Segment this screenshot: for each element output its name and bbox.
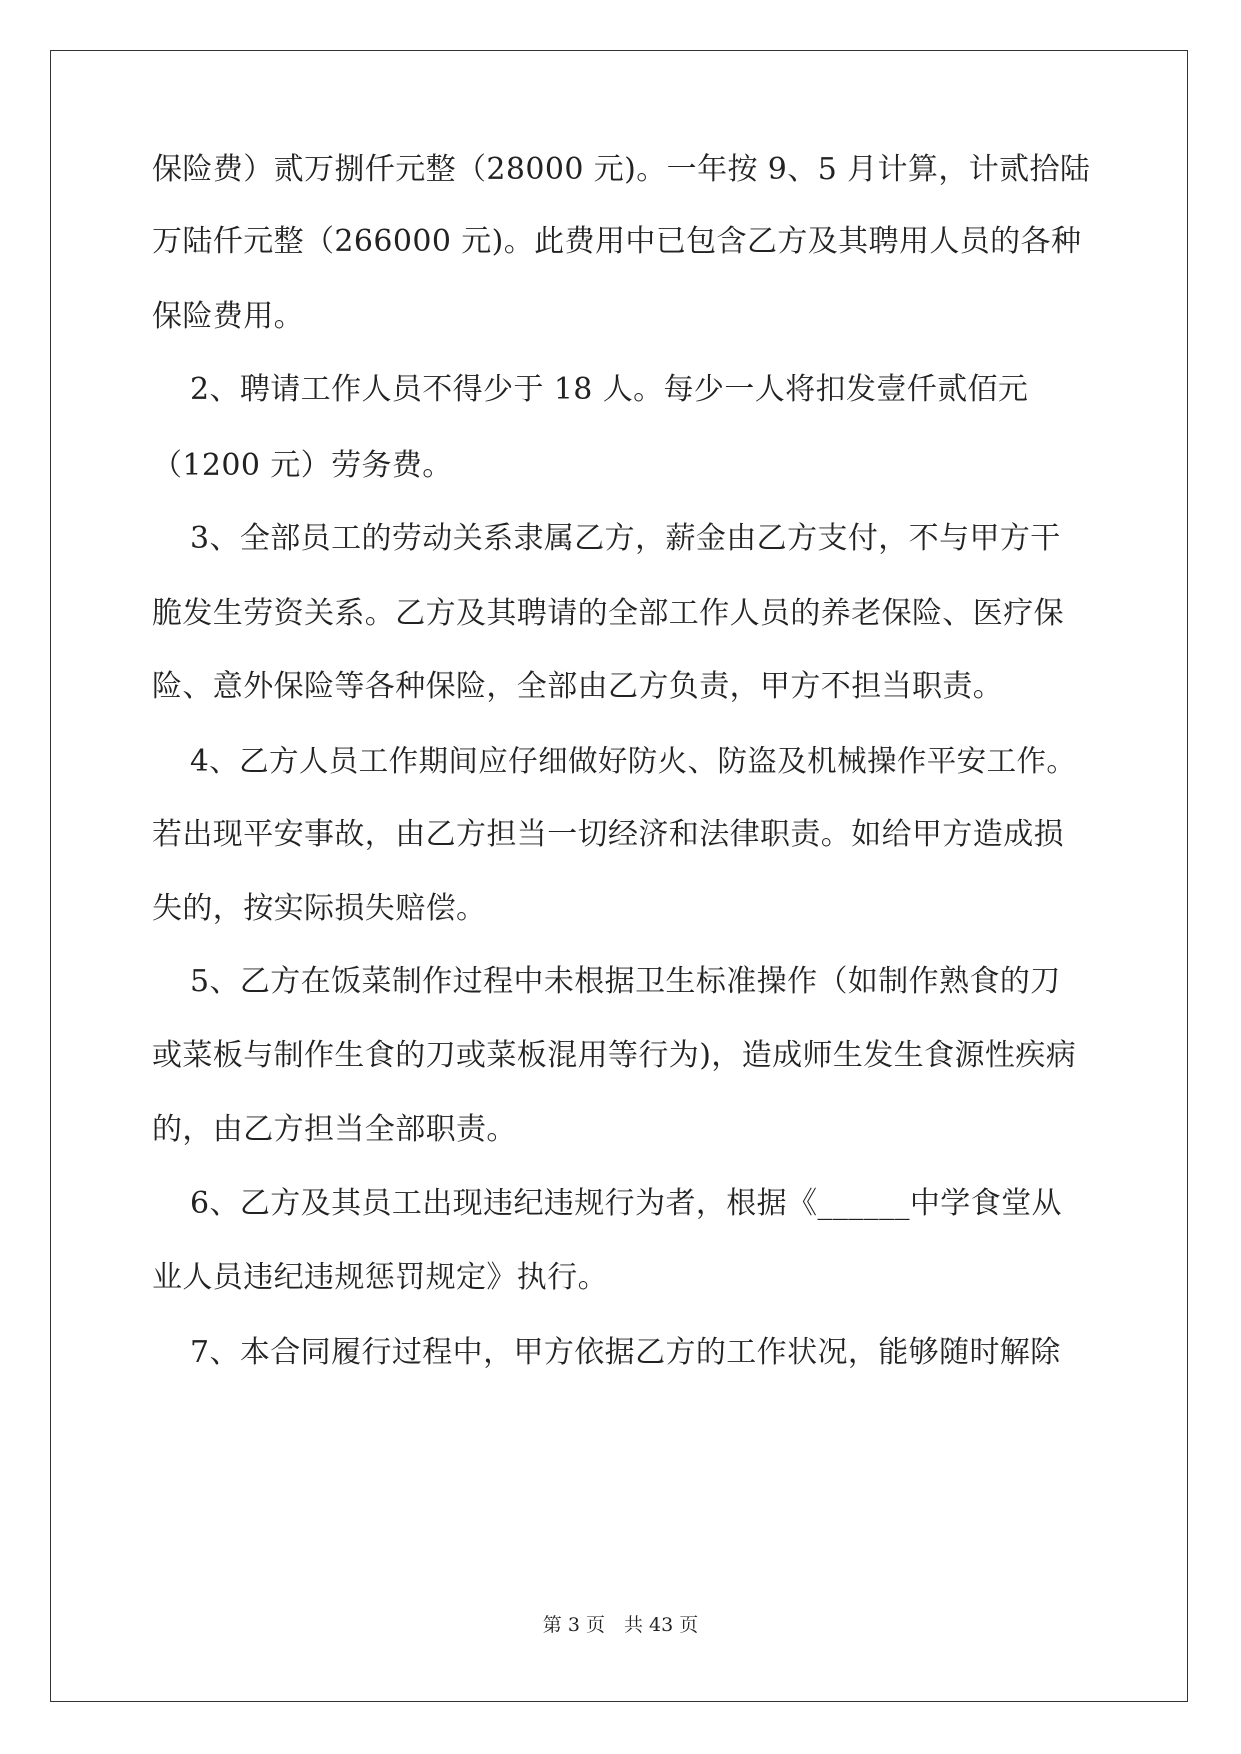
body-text-line: 保险费）贰万捌仟元整（28000 元)。一年按 9、5 月计算，计贰拾陆 (152, 152, 1091, 187)
paragraph-2-line: 2、聘请工作人员不得少于 18 人。每少一人将扣发壹仟贰佰元 (190, 372, 1029, 407)
body-text-line: 脆发生劳资关系。乙方及其聘请的全部工作人员的养老保险、医疗保 (152, 596, 1064, 631)
body-text-line: 险、意外保险等各种保险，全部由乙方负责，甲方不担当职责。 (152, 669, 1004, 704)
body-text-line: 保险费用。 (152, 299, 304, 334)
body-text-line: 的，由乙方担当全部职责。 (152, 1112, 517, 1147)
body-text-line: 或菜板与制作生食的刀或菜板混用等行为)，造成师生发生食源性疾病 (152, 1038, 1077, 1073)
body-text-line: 失的，按实际损失赔偿。 (152, 891, 487, 926)
body-text-line: 万陆仟元整（266000 元)。此费用中已包含乙方及其聘用人员的各种 (152, 224, 1082, 259)
paragraph-6-line: 6、乙方及其员工出现违纪违规行为者，根据《______中学食堂从 (190, 1186, 1062, 1221)
paragraph-5-line: 5、乙方在饭菜制作过程中未根据卫生标准操作（如制作熟食的刀 (190, 964, 1061, 999)
body-text-line: 若出现平安事故，由乙方担当一切经济和法律职责。如给甲方造成损 (152, 817, 1064, 852)
paragraph-7-line: 7、本合同履行过程中，甲方依据乙方的工作状况，能够随时解除 (190, 1335, 1061, 1370)
page-number-footer: 第 3 页 共 43 页 (542, 1614, 699, 1636)
paragraph-3-line: 3、全部员工的劳动关系隶属乙方，薪金由乙方支付，不与甲方干 (190, 521, 1061, 556)
paragraph-4-line: 4、乙方人员工作期间应仔细做好防火、防盗及机械操作平安工作。 (190, 744, 1077, 778)
body-text-line: （1200 元）劳务费。 (152, 448, 453, 483)
body-text-line: 业人员违纪违规惩罚规定》执行。 (152, 1260, 608, 1295)
